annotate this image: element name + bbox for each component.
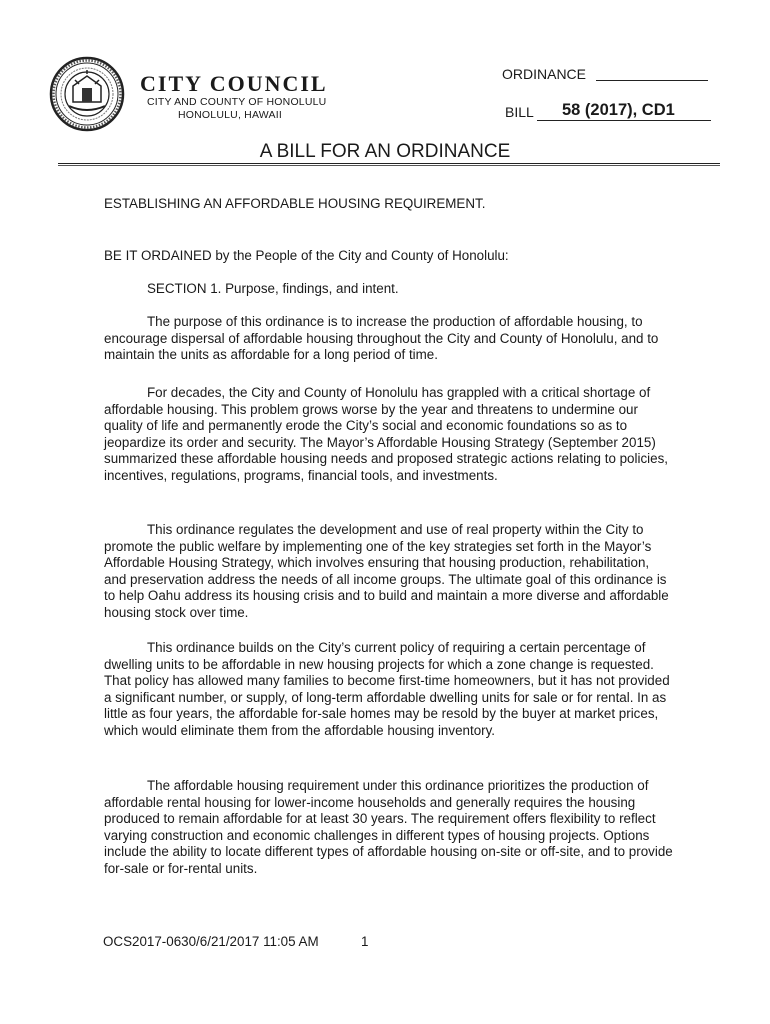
section-title: SECTION 1. Purpose, findings, and intent. <box>147 281 399 296</box>
council-subtitle-location: HONOLULU, HAWAII <box>178 109 282 121</box>
bill-label: BILL <box>505 104 534 120</box>
page-number: 1 <box>361 934 369 949</box>
council-title: CITY COUNCIL <box>140 71 328 96</box>
document-heading: A BILL FOR AN ORDINANCE <box>259 141 511 162</box>
body-paragraph: The affordable housing requirement under this ordinance prioritizes the production of affordable rental housing for lower-income households and generally requires the housing produced to remain affordable for at least 30 years. The requirement offers flexibility to reflect varying construction and economic challenges in different types of housing projects. Options include the ability to locate different types of affordable housing on-site or off-site, and to provide for-sale or for-rental units. <box>104 778 673 876</box>
document-code: OCS2017-0630/6/21/2017 11:05 AM <box>103 934 319 949</box>
enacting-clause: BE IT ORDAINED by the People of the City and County of Honolulu: <box>104 248 509 263</box>
body-paragraph: The purpose of this ordinance is to increase the production of affordable housing, to encourage dispersal of affordable housing throughout the City and County of Honolulu, and to maintain the units as affordable for a long period of time. <box>104 314 659 363</box>
ordinance-number-blank <box>596 80 708 81</box>
bill-subject: ESTABLISHING AN AFFORDABLE HOUSING REQUIREMENT. <box>104 196 486 211</box>
bill-number: 58 (2017), CD1 <box>537 101 711 121</box>
body-paragraph: This ordinance regulates the development and use of real property within the City to promote the public welfare by implementing one of the key strategies set forth in the Mayor’s Affordable Housing Strategy, which involves ensuring that housing production, rehabilitation, and preservation address the needs of all income groups. The ultimate goal of this ordinance is to help Oahu address its housing crisis and to build and maintain a more diverse and affordable housing stock over time. <box>104 522 669 620</box>
body-paragraph: This ordinance builds on the City’s current policy of requiring a certain percentage of dwelling units to be affordable in new housing projects for which a zone change is requested. That policy has allowed many families to become first-time homeowners, but it has not provided a significant number, or supply, of long-term affordable dwelling units for sale or for rental. In as little as four years, the affordable for-sale homes may be resold by the buyer at market prices, which would eliminate them from the affordable housing inventory. <box>104 640 670 738</box>
council-subtitle-city: CITY AND COUNTY OF HONOLULU <box>147 96 327 108</box>
heading-rule <box>58 163 720 164</box>
body-paragraph: For decades, the City and County of Honolulu has grappled with a critical shortage of affordable housing. This problem grows worse by the year and threatens to undermine our quality of life and permanently erode the City’s social and economic foundations so as to jeopardize its order and security. The Mayor’s Affordable Housing Strategy (September 2015) summarized these affordable housing needs and proposed strategic actions relating to policies, incentives, regulations, programs, financial tools, and investments. <box>104 385 668 483</box>
heading-rule-secondary <box>58 165 720 166</box>
city-county-seal-icon <box>49 56 125 132</box>
ordinance-label: ORDINANCE <box>502 66 587 82</box>
